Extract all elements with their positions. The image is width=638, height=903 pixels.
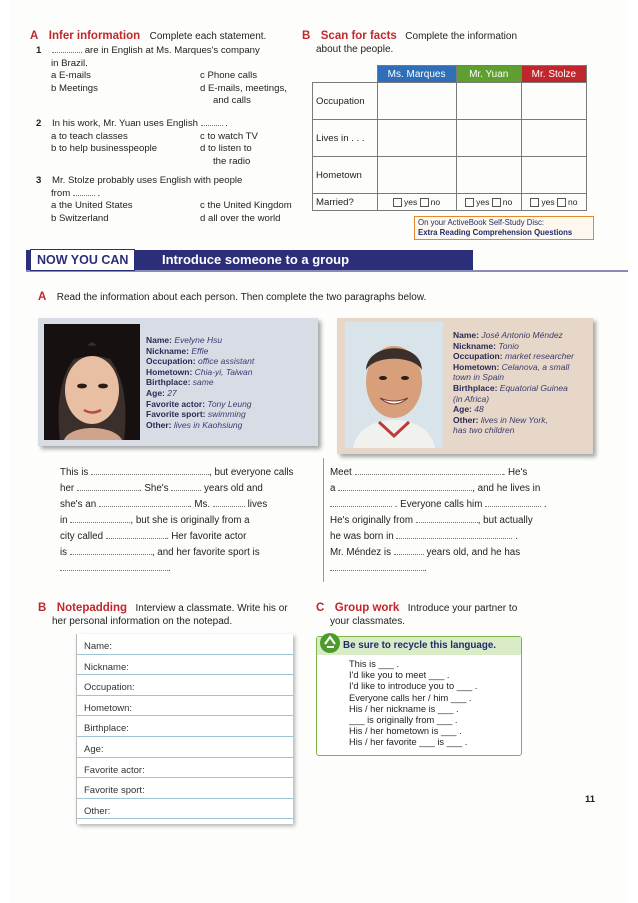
text: . He's	[502, 467, 528, 478]
profile-row	[146, 409, 314, 420]
yes-checkbox[interactable]	[393, 198, 402, 207]
recycle-line: His / her nickname is ___ .	[349, 703, 459, 714]
text: is	[60, 547, 68, 558]
section-letter: C	[316, 602, 325, 614]
recycle-line: His / her favorite ___ is ___ .	[349, 737, 468, 748]
section-instruction: Complete each statement.	[149, 31, 267, 42]
text: . She's	[138, 483, 169, 494]
table-cell[interactable]	[456, 157, 521, 194]
profile-value: Evelyne Hsu	[174, 335, 223, 345]
section-letter: A	[30, 30, 39, 42]
profile-row	[146, 388, 314, 399]
portrait-photo-woman	[44, 324, 140, 440]
banner-title: Introduce someone to a group	[162, 252, 350, 267]
recycle-header	[317, 637, 521, 655]
facts-table	[312, 65, 587, 211]
section-instruction: Read the information about each person. Then complete the two paragraphs below.	[56, 292, 427, 303]
profile-value: (in Africa)	[453, 393, 490, 404]
text: .	[543, 499, 547, 510]
profile-row	[146, 346, 314, 357]
answer-blank[interactable]	[77, 490, 139, 491]
profile-value: Celanova, a small	[501, 361, 570, 372]
answer-blank[interactable]	[106, 538, 166, 539]
answer-blank[interactable]	[213, 506, 245, 507]
portrait-photo-man	[345, 322, 443, 448]
table-cell[interactable]	[377, 83, 456, 120]
notepad-field[interactable]: Favorite sport:	[77, 778, 293, 799]
question-stem: Mr. Stolze probably uses English with people	[52, 175, 243, 186]
answer-blank[interactable]	[396, 538, 512, 539]
section-title: Scan for facts	[320, 30, 397, 42]
profile-key: Name:	[453, 330, 479, 340]
answer-blank[interactable]	[416, 522, 478, 523]
text: , but everyone calls	[209, 467, 294, 478]
option-a[interactable]: a to teach classes	[51, 130, 128, 142]
notepad-field[interactable]: Nickname:	[77, 655, 293, 676]
notepad	[76, 634, 293, 824]
text: years old and	[204, 483, 263, 494]
textbook-page	[10, 0, 628, 903]
text: . Her favorite actor	[165, 531, 247, 542]
answer-blank[interactable]	[52, 52, 82, 53]
table-cell[interactable]	[456, 83, 521, 120]
recycle-icon	[319, 632, 341, 661]
text: , but she is originally from a	[130, 515, 250, 526]
no-label: no	[567, 196, 578, 207]
section-instruction: Complete the information	[405, 31, 518, 42]
section-instruction-cont: about the people.	[316, 44, 394, 55]
profile-key: Occupation:	[146, 356, 196, 367]
text: her	[60, 483, 75, 494]
text: . Everyone calls him	[394, 499, 483, 510]
profile-row	[453, 372, 591, 383]
profile-value: 27	[167, 387, 177, 398]
section-title: Infer information	[48, 30, 141, 42]
profile-key: Nickname:	[453, 340, 496, 351]
profile-row	[453, 383, 591, 394]
profile-row	[146, 335, 314, 346]
infer-information-header	[30, 26, 310, 44]
recycle-line: I'd like you to meet ___ .	[349, 670, 450, 681]
paragraph-mendez	[330, 465, 580, 577]
profile-row	[146, 356, 314, 367]
paragraph-evelyne	[60, 465, 320, 577]
notepad-field[interactable]: Name:	[77, 634, 293, 655]
profile-value: lives in Kaohsiung	[173, 419, 243, 430]
option-c[interactable]: c Phone calls	[200, 70, 258, 81]
profile-details	[453, 330, 591, 436]
recycle-line: His / her hometown is ___ .	[349, 726, 462, 737]
notepad-field[interactable]: Favorite actor:	[77, 758, 293, 779]
profile-details	[146, 335, 314, 430]
text: in	[60, 515, 68, 526]
group-work-header	[316, 598, 576, 627]
text: This is	[60, 467, 89, 478]
option-d[interactable]: d all over the world	[200, 212, 281, 224]
text: Mr. Méndez is	[330, 547, 391, 558]
answer-blank[interactable]	[70, 554, 152, 555]
option-a[interactable]: a the United States	[51, 200, 133, 211]
profile-row	[146, 399, 314, 410]
question-stem: In his work, Mr. Yuan uses English	[52, 118, 198, 129]
profile-value: Equatorial Guinea	[499, 382, 568, 393]
profile-row	[453, 404, 591, 415]
answer-blank[interactable]	[73, 195, 95, 196]
table-cell[interactable]	[521, 83, 586, 120]
no-label: no	[430, 196, 441, 207]
question-1	[36, 45, 311, 108]
profile-key: Occupation:	[453, 351, 503, 362]
profile-value: has two children	[453, 425, 515, 436]
section-instruction-cont: her personal information on the notepad.	[52, 616, 233, 627]
notepad-field[interactable]: Age:	[77, 737, 293, 758]
notepad-field[interactable]: Birthplace:	[77, 716, 293, 737]
profile-value: Effie	[191, 345, 209, 356]
read-instruction	[38, 287, 598, 305]
activebook-note	[414, 216, 594, 240]
section-instruction-cont: your classmates.	[330, 616, 406, 627]
answer-blank[interactable]	[338, 490, 472, 491]
profile-row	[453, 415, 591, 426]
row-label-occupation: Occupation	[313, 83, 378, 120]
profile-value: town in Spain	[453, 372, 505, 383]
answer-blank[interactable]	[60, 570, 168, 571]
profile-value: Tony Leung	[207, 398, 252, 409]
question-number: 1	[36, 45, 42, 56]
recycle-title: Be sure to recycle this language.	[343, 640, 496, 651]
column-header-stolze: Mr. Stolze	[521, 66, 586, 83]
column-header-marques: Ms. Marques	[377, 66, 456, 83]
question-stem: in Brazil.	[51, 57, 88, 69]
profile-row	[453, 330, 591, 341]
text: , but actually	[477, 515, 533, 526]
profile-row	[146, 367, 314, 378]
note-line-1: On your ActiveBook Self-Study Disc:	[418, 218, 545, 227]
text: a	[330, 483, 336, 494]
profile-value: Tonio	[498, 340, 519, 351]
section-instruction: Interview a classmate. Write his or	[135, 603, 288, 614]
profile-value: swimming	[207, 409, 246, 420]
answer-blank[interactable]	[201, 125, 223, 126]
profile-key: Favorite sport:	[146, 409, 206, 420]
option-b[interactable]: b to help businesspeople	[51, 143, 158, 154]
notepad-field[interactable]: Hometown:	[77, 696, 293, 717]
section-letter: B	[302, 30, 311, 42]
answer-blank[interactable]	[355, 474, 503, 475]
question-2: 2 In his work, Mr. Yuan uses English . a to teach classes c to watch TV b to help businesspeople d to listen to the radio	[36, 118, 258, 167]
scan-for-facts-header	[302, 26, 532, 55]
profile-key: Other:	[453, 414, 479, 425]
yes-checkbox[interactable]	[530, 198, 539, 207]
text: He's originally from	[330, 515, 413, 526]
profile-value: same	[192, 377, 214, 388]
profile-row	[453, 351, 591, 362]
profile-value: market researcher	[504, 351, 574, 362]
page-number: 11	[585, 794, 596, 805]
profile-row	[146, 420, 314, 431]
option-b[interactable]: b Switzerland	[51, 212, 109, 224]
profile-row	[453, 362, 591, 373]
text: . Ms.	[188, 499, 211, 510]
recycle-language-box	[316, 636, 522, 756]
profile-key: Hometown:	[146, 366, 193, 377]
option-d-cont: the radio	[213, 155, 251, 167]
question-number: 2	[36, 118, 42, 129]
section-title: Notepadding	[56, 602, 128, 614]
profile-value: office assistant	[197, 356, 255, 367]
profile-key: Birthplace:	[453, 382, 498, 393]
table-cell[interactable]	[521, 157, 586, 194]
option-d[interactable]: d E-mails, meetings,	[200, 82, 287, 94]
option-c[interactable]: c the United Kingdom	[200, 200, 292, 211]
table-cell[interactable]	[521, 120, 586, 157]
question-stem: from	[51, 187, 71, 199]
answer-blank[interactable]	[99, 506, 189, 507]
row-label-married: Married?	[313, 194, 378, 211]
yes-label: yes	[476, 196, 490, 207]
profile-key: Age:	[146, 387, 165, 398]
now-you-can-tag: NOW YOU CAN	[30, 249, 135, 271]
text: .	[424, 563, 427, 574]
row-label-hometown: Hometown	[313, 157, 378, 194]
notepadding-header	[38, 598, 308, 627]
question-3: 3 Mr. Stolze probably uses English with people from . a the United States c the United Kingdom b Switzerland d all over the world	[36, 175, 292, 224]
profile-key: Other:	[146, 419, 172, 430]
table-cell[interactable]	[377, 157, 456, 194]
text: .	[515, 531, 518, 542]
profile-key: Nickname:	[146, 345, 189, 356]
section-letter: A	[38, 291, 47, 303]
option-d[interactable]: d to listen to	[200, 143, 252, 154]
option-c[interactable]: c to watch TV	[200, 130, 258, 142]
recycle-line: I'd like to introduce you to ___ .	[349, 681, 478, 692]
profile-key: Age:	[453, 404, 472, 415]
text: lives	[247, 499, 268, 510]
answer-blank[interactable]	[171, 490, 201, 491]
question-stem: are in English at Ms. Marques's company	[84, 45, 260, 56]
notepad-field[interactable]: Other:	[77, 799, 293, 820]
answer-blank[interactable]	[70, 522, 130, 523]
recycle-line: ___ is originally from ___ .	[349, 715, 458, 726]
text: Meet	[330, 467, 352, 478]
profile-key: Hometown:	[453, 361, 500, 372]
profile-row	[453, 425, 591, 436]
profile-row	[453, 394, 591, 405]
text: he was born in	[330, 531, 394, 542]
profile-value: Chia-yi, Taiwan	[194, 366, 253, 377]
profile-key: Name:	[146, 335, 172, 345]
row-label-lives-in: Lives in . . .	[313, 120, 378, 157]
married-checkboxes	[456, 194, 521, 211]
divider	[323, 458, 324, 582]
note-line-2: Extra Reading Comprehension Questions	[418, 228, 573, 237]
profile-row	[453, 341, 591, 352]
recycle-line: This is ___ .	[349, 659, 400, 669]
answer-blank[interactable]	[330, 570, 424, 571]
notepad-field[interactable]: Occupation:	[77, 675, 293, 696]
yes-label: yes	[404, 196, 418, 207]
answer-blank[interactable]	[485, 506, 541, 507]
profile-card-evelyne	[38, 318, 318, 446]
profile-key: Favorite actor:	[146, 398, 206, 409]
profile-value: José Antonio Méndez	[481, 330, 563, 340]
text: city called	[60, 531, 104, 542]
profile-card-mendez	[337, 318, 593, 454]
question-number: 3	[36, 175, 42, 186]
table-cell[interactable]	[456, 120, 521, 157]
married-checkboxes	[521, 194, 586, 211]
text: she's an	[60, 499, 97, 510]
option-d-cont: and calls	[213, 95, 251, 106]
table-cell[interactable]	[377, 120, 456, 157]
option-b[interactable]: b Meetings	[51, 82, 98, 94]
recycle-line: Everyone calls her / him ___ .	[349, 692, 472, 703]
answer-blank[interactable]	[394, 554, 424, 555]
no-checkbox[interactable]	[492, 198, 501, 207]
no-checkbox[interactable]	[557, 198, 566, 207]
option-a[interactable]: a E-mails	[51, 70, 91, 81]
profile-value: 48	[474, 404, 484, 415]
profile-row	[146, 377, 314, 388]
text: .	[168, 563, 171, 574]
answer-blank[interactable]	[330, 506, 392, 507]
no-label: no	[502, 196, 513, 207]
answer-blank[interactable]	[91, 474, 209, 475]
married-checkboxes	[377, 194, 456, 211]
profile-key: Birthplace:	[146, 377, 191, 388]
section-instruction: Introduce your partner to	[407, 603, 518, 614]
section-letter: B	[38, 602, 47, 614]
profile-value: lives in New York,	[480, 414, 548, 425]
text: , and her favorite sport is	[151, 547, 260, 558]
yes-checkbox[interactable]	[465, 198, 474, 207]
text: years old, and he has	[426, 547, 521, 558]
text: , and he lives in	[472, 483, 541, 494]
no-checkbox[interactable]	[420, 198, 429, 207]
section-title: Group work	[334, 602, 400, 614]
column-header-yuan: Mr. Yuan	[456, 66, 521, 83]
yes-label: yes	[541, 196, 555, 207]
